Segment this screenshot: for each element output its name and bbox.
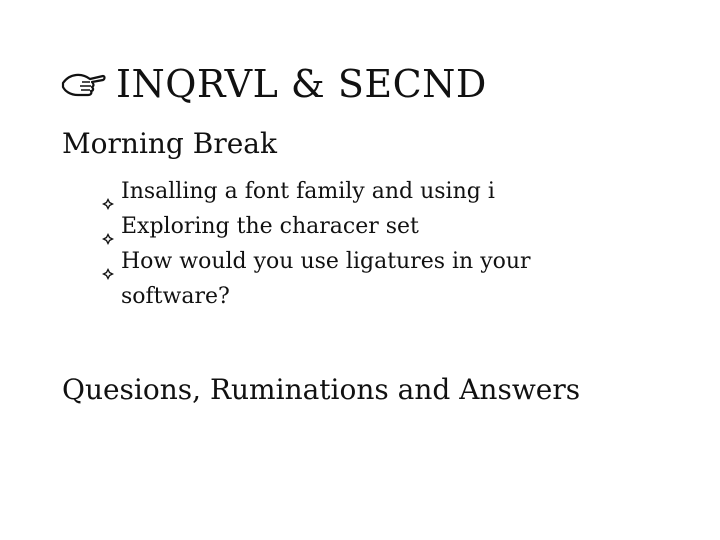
slide-title: INQRVL & SECND: [116, 62, 487, 106]
hand-pointer-icon: [60, 69, 106, 99]
section-heading-questions: Quesions, Ruminations and Answers: [62, 373, 581, 406]
diamond-bullet-icon: [102, 256, 114, 268]
bullet-item: [102, 244, 622, 314]
bullet-text: Insalling a font family and using i: [121, 179, 495, 204]
bullet-text: How would you use ligatures in your software?: [121, 249, 531, 309]
bullet-list: [102, 174, 622, 314]
diamond-bullet-icon: [102, 186, 114, 198]
bullet-item: [102, 174, 622, 209]
section-heading-morning-break: Morning Break: [62, 127, 277, 160]
bullet-text: Exploring the characer set: [121, 214, 419, 239]
bullet-item: [102, 209, 622, 244]
diamond-bullet-icon: [102, 221, 114, 233]
slide-title-row: [60, 58, 487, 110]
